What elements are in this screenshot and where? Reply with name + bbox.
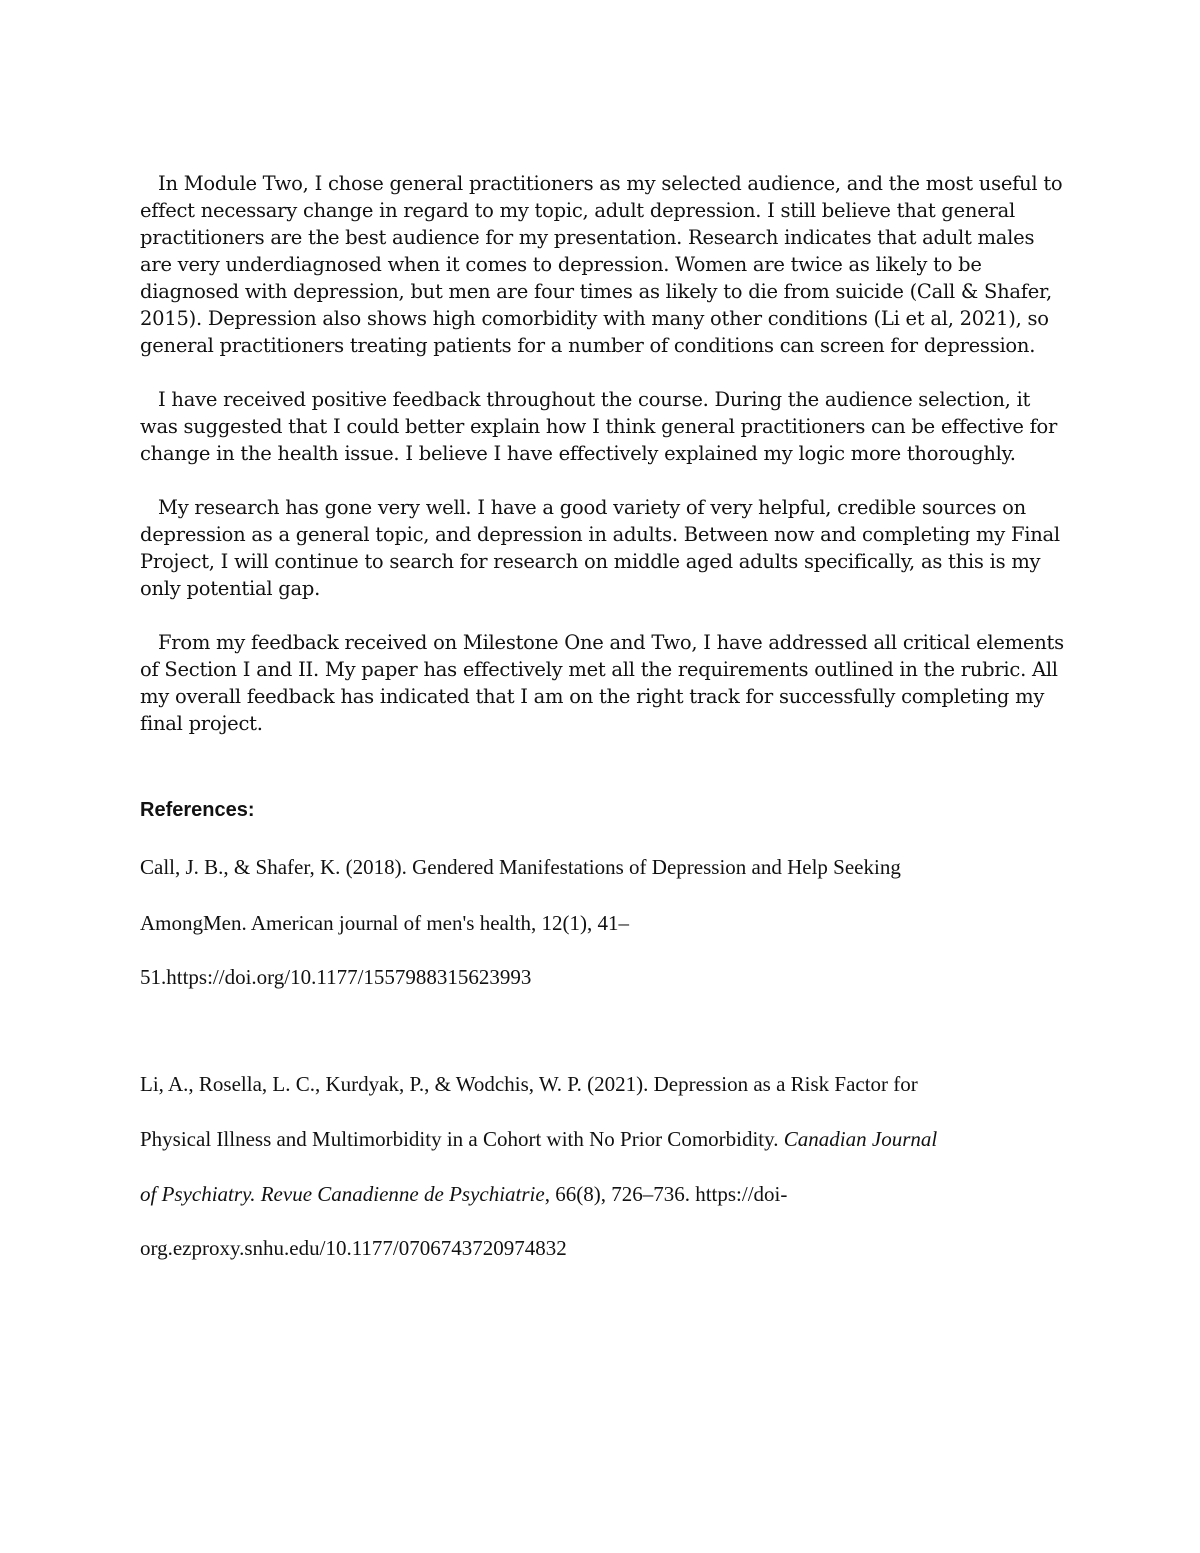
reference-1-line-1: Call, J. B., & Shafer, K. (2018). Gendered Manifestations of Depression and Help Seeking	[140, 855, 901, 879]
reference-1-line-2: AmongMen. American journal of men's health, 12(1), 41–	[140, 911, 630, 935]
reference-1-line-3: 51.https://doi.org/10.1177/1557988315623993	[140, 965, 532, 989]
reference-2-line-4: org.ezproxy.snhu.edu/10.1177/0706743720974832	[140, 1236, 567, 1260]
paragraph-feedback: I have received positive feedback throughout the course. During the audience selection, it was suggested that I could better explain how I think general practitioners can be effective for change in the health issue. I believe I have effectively explained my logic more thoroughly.	[140, 388, 1058, 465]
reference-2-journal-part-2: of Psychiatry. Revue Canadienne de Psychiatrie	[140, 1182, 545, 1206]
references-heading: References:	[140, 799, 255, 821]
reference-2-journal-part-1: Canadian Journal	[783, 1127, 938, 1151]
reference-2-line-2	[140, 1126, 937, 1152]
reference-2-line-1: Li, A., Rosella, L. C., Kurdyak, P., & Wodchis, W. P. (2021). Depression as a Risk Factor for	[140, 1072, 918, 1096]
body-text	[140, 170, 1065, 764]
paragraph-research: My research has gone very well. I have a good variety of very helpful, credible sources on depression as a general topic, and depression in adults. Between now and completing my Final Project, I will continue to search for research on middle aged adults specifically, as this is my only potential gap.	[140, 496, 1060, 600]
paragraph-milestones: From my feedback received on Milestone One and Two, I have addressed all critical elements of Section I and II. My paper has effectively met all the requirements outlined in the rubric. All my overall feedback has indicated that I am on the right track for successfully completing my final project.	[140, 631, 1064, 735]
reference-2-title: Physical Illness and Multimorbidity in a Cohort with No Prior Comorbidity.	[140, 1127, 784, 1151]
reference-2-volume-pages: , 66(8), 726–736. https://doi-	[544, 1182, 788, 1206]
paragraph-audience: In Module Two, I chose general practitioners as my selected audience, and the most useful to effect necessary change in regard to my topic, adult depression. I still believe that general practitioners are the best audience for my presentation. Research indicates that adult males are very underdiagnosed when it comes to depression. Women are twice as likely to be diagnosed with depression, but men are four times as likely to die from suicide (Call & Shafer, 2015). Depression also shows high comorbidity with many other conditions (Li et al, 2021), so general practitioners treating patients for a number of conditions can screen for depression.	[140, 172, 1063, 357]
reference-2-line-3	[140, 1181, 787, 1207]
